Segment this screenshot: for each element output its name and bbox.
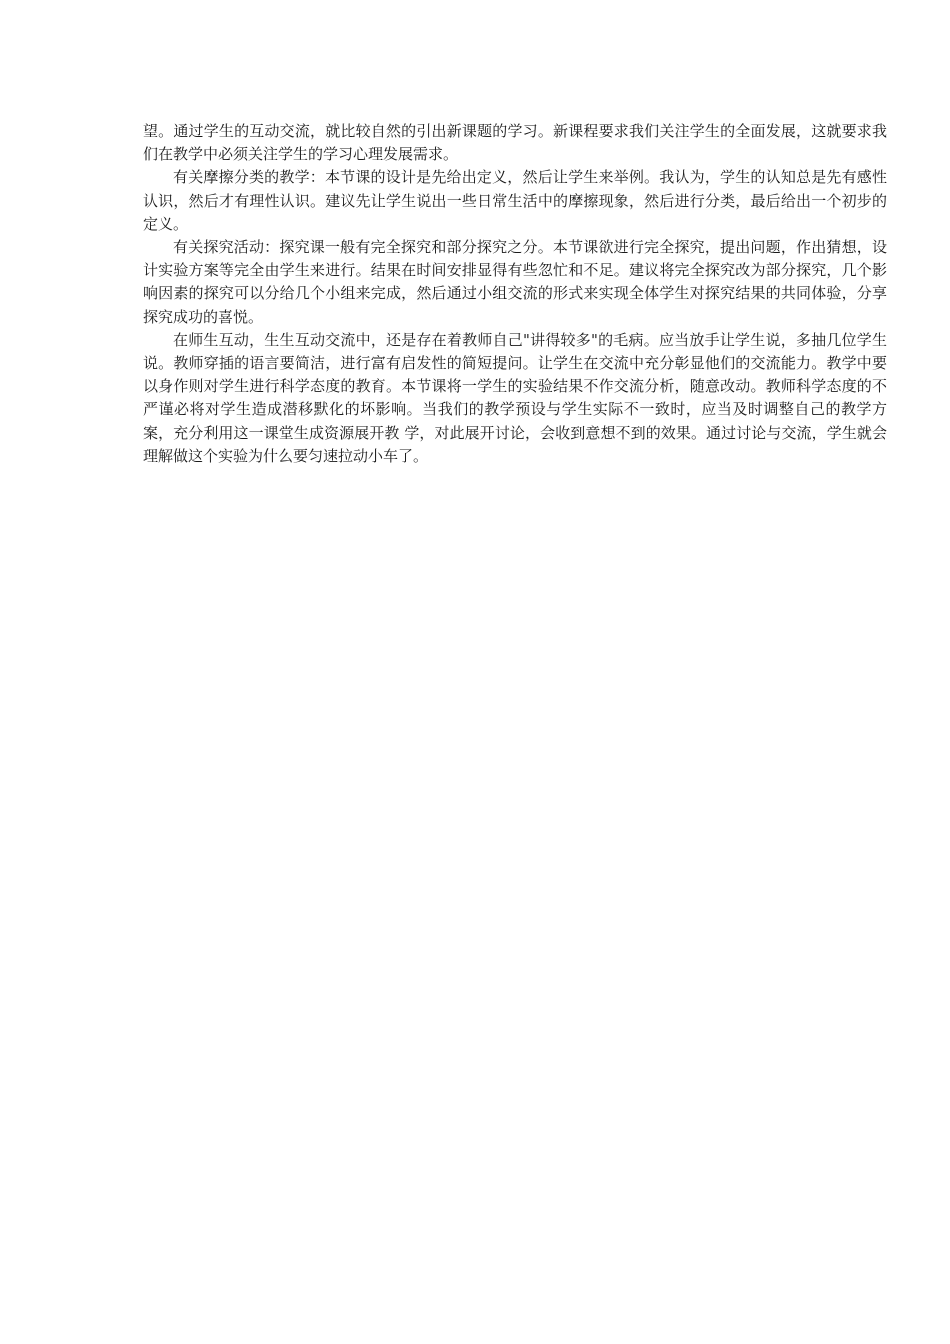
paragraph-teacher-student-interaction: 在师生互动，生生互动交流中，还是存在着教师自己"讲得较多"的毛病。应当放手让学生说，多抽几位学生说。教师穿插的语言要简洁，进行富有启发性的简短提问。让学生在交流中充分彰显他们的交流能力。教学中要以身作则对学生进行科学态度的教育。本节课将一学生的实验结果不作交流分析，随意改动。教师科学态度的不严谨必将对学生造成潜移默化的坏影响。当我们的教学预设与学生实际不一致时，应当及时调整自己的教学方案，充分利用这一课堂生成资源展开教 学，对此展开讨论，会收到意想不到的效果。通过讨论与交流，学生就会理解做这个实验为什么要匀速拉动小车了。 [143, 330, 887, 465]
document-body [143, 120, 887, 468]
paragraph-friction-classification: 有关摩擦分类的教学：本节课的设计是先给出定义，然后让学生来举例。我认为，学生的认知总是先有感性认识，然后才有理性认识。建议先让学生说出一些日常生活中的摩擦现象，然后进行分类，最后给出一个初步的定义。 [143, 168, 887, 233]
paragraph-inquiry-activity: 有关探究活动：探究课一般有完全探究和部分探究之分。本节课欲进行完全探究，提出问题，作出猜想，设计实验方案等完全由学生来进行。结果在时间安排显得有些忽忙和不足。建议将完全探究改为部分探究，几个影响因素的探究可以分给几个小组来完成，然后通过小组交流的形式来实现全体学生对探究结果的共同体验，分享探究成功的喜悦。 [143, 238, 887, 326]
paragraph-continuation: 望。通过学生的互动交流，就比较自然的引出新课题的学习。新课程要求我们关注学生的全面发展，这就要求我们在教学中必须关注学生的学习心理发展需求。 [143, 122, 887, 164]
